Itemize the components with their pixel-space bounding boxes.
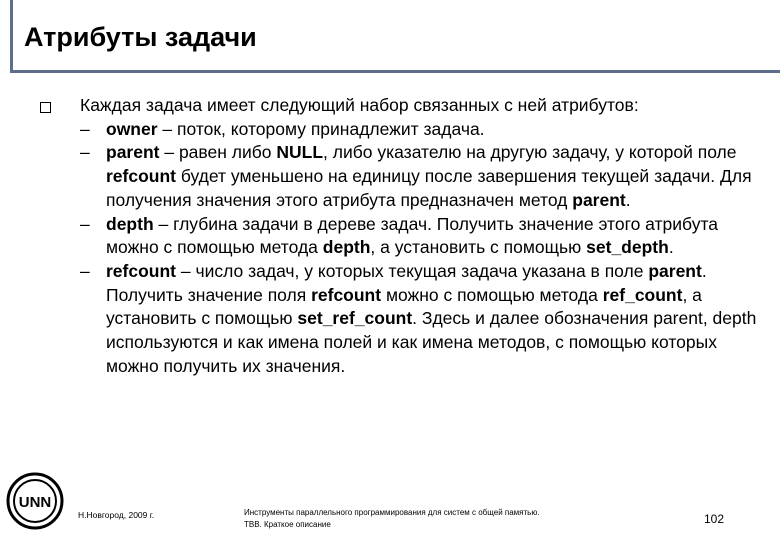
dash-bullet: –	[80, 118, 90, 139]
title-accent-vertical-bar	[10, 0, 13, 72]
depth-method: depth	[322, 237, 371, 258]
dash-bullet: –	[80, 260, 90, 281]
parent-text-1: – равен либо	[159, 142, 277, 163]
parent-text-2: , либо указателю на другую задачу, у которой поле	[323, 142, 737, 163]
footer-location-date: Н.Новгород, 2009 г.	[78, 510, 155, 520]
parent-text-3: будет уменьшено на единицу после завершения текущей задачи. Для получения значения этого атрибута предназначен метод	[106, 166, 752, 210]
title-accent-horizontal-bar	[10, 70, 780, 73]
term-refcount: refcount	[106, 260, 176, 281]
refcount-text-5: . Здесь и далее обозначения parent, depth используются и как имена полей и как имена методов, с помощью которых можно получить их значения.	[106, 308, 757, 376]
parent-method: parent	[572, 189, 626, 210]
null-keyword: NULL	[276, 142, 324, 163]
depth-text-2: , а установить с помощью	[370, 237, 587, 258]
logo-text: UNN	[18, 494, 52, 511]
list-item-depth	[80, 213, 760, 260]
slide-title: Атрибуты задачи	[24, 22, 257, 52]
refcount-text-1: – число задач, у которых текущая задача указана в поле	[176, 260, 649, 281]
term-owner: owner	[106, 118, 158, 139]
parent-field: parent	[648, 260, 702, 281]
owner-text: – поток, которому принадлежит задача.	[157, 118, 485, 139]
ref-count-method: ref_count	[602, 284, 683, 305]
refcount-field: refcount	[311, 284, 382, 305]
term-parent: parent	[106, 142, 160, 163]
depth-text-3: .	[668, 237, 674, 258]
refcount-text-4: , а установить с помощью	[106, 284, 702, 329]
square-bullet-icon	[40, 102, 51, 113]
footer-line-2: ТВВ. Краткое описание	[244, 520, 331, 529]
page-number: 102	[704, 512, 725, 526]
list-item-parent	[80, 141, 760, 212]
intro-text: Каждая задача имеет следующий набор связанных с ней атрибутов:	[80, 95, 639, 115]
dash-bullet: –	[80, 213, 90, 234]
dash-bullet: –	[80, 142, 90, 163]
set-depth-method: set_depth	[586, 237, 669, 258]
refcount-text-2: . Получить значение поля	[106, 260, 707, 305]
unn-logo	[6, 472, 64, 530]
footer-line-1: Инструменты параллельного программирования для систем с общей памятью.	[244, 508, 540, 517]
list-item-owner	[80, 118, 760, 142]
refcount-text-3: можно с помощью метода	[381, 284, 603, 305]
footer-course-title	[244, 507, 644, 531]
list-item-refcount	[80, 260, 760, 379]
term-depth: depth	[106, 213, 154, 234]
parent-text-4: .	[625, 189, 631, 210]
depth-text-1: – глубина задачи в дереве задач. Получить значение этого атрибута можно с помощью метода	[106, 213, 718, 258]
slide-body	[80, 94, 760, 378]
refcount-keyword: refcount	[106, 166, 176, 187]
set-ref-count-method: set_ref_count	[297, 308, 413, 329]
